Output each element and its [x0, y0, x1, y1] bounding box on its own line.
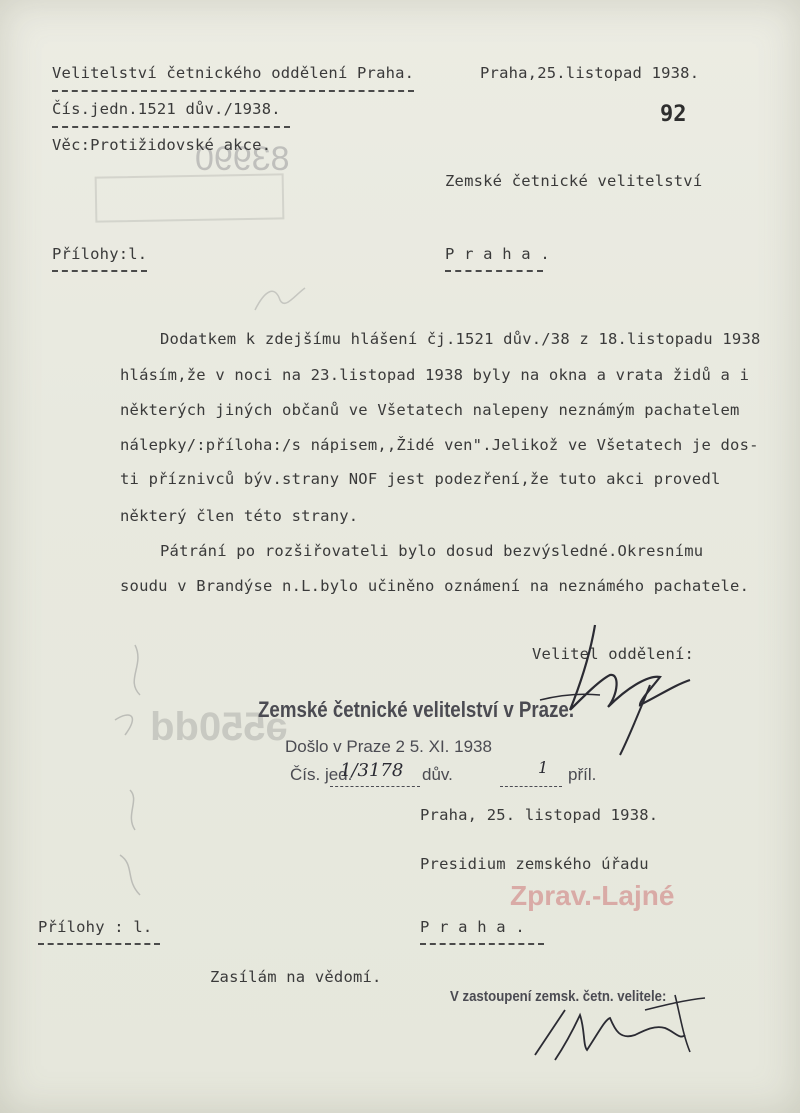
forward-city: P r a h a .	[420, 918, 525, 936]
faint-left-stamp-mark: ǝ550dd	[150, 705, 288, 749]
receipt-stamp-duv: dův.	[422, 765, 453, 784]
place-date: Praha,25.listopad 1938.	[480, 64, 700, 82]
signature-title: Velitel oddělení:	[532, 645, 695, 663]
forward-note: Zasílám na vědomí.	[210, 968, 382, 986]
body-line-5: ti příznivců býv.strany NOF jest podezření,že tuto akci provedl	[120, 470, 721, 488]
forward-recipient: Presidium zemského úřadu	[420, 855, 649, 873]
deputy-signature	[525, 990, 715, 1070]
deputy-stamp: V zastoupení zemsk. četn. velitele:	[450, 988, 667, 1005]
body-line-8: soudu v Brandýse n.L.bylo učiněno oznámení na neznámého pachatele.	[120, 577, 750, 595]
body-line-1: Dodatkem k zdejšímu hlášení čj.1521 dův./38 z 18.listopadu 1938	[160, 330, 761, 348]
recipient: Zemské četnické velitelství	[445, 172, 703, 190]
body-line-2: hlásím,že v noci na 23.listopad 1938 byly na okna a vrata židů a i	[120, 366, 750, 384]
forward-attachments: Přílohy : l.	[38, 918, 153, 936]
receipt-stamp-date: Došlo v Praze 2 5. XI. 1938	[285, 737, 492, 756]
reference-number: Čís.jedn.1521 dův./1938.	[52, 100, 281, 118]
attachments-underline	[52, 270, 147, 272]
commander-signature	[500, 615, 700, 765]
receipt-stamp-attach-value: 1	[538, 758, 549, 777]
recipient-city: P r a h a .	[445, 245, 550, 263]
sender-underline	[52, 90, 414, 92]
red-name-stamp: Zprav.-Lajné	[510, 880, 675, 911]
subject-line: Věc:Protižidovské akce.	[52, 136, 272, 154]
body-line-4: nálepky/:příloha:/s nápisem,,Židé ven".Jelikož ve Všetatech je dos-	[120, 436, 759, 454]
faint-mirror-number: 83990	[195, 140, 290, 178]
forward-attachments-underline	[38, 943, 160, 945]
receipt-stamp-underline	[330, 786, 420, 787]
sender-line: Velitelství četnického oddělení Praha.	[52, 64, 415, 82]
receipt-stamp-ref-label: Čís. jed.	[290, 765, 353, 784]
margin-pencil-marks	[95, 640, 175, 900]
receipt-stamp-attach-underline	[500, 786, 562, 787]
page-number: 92	[660, 102, 687, 127]
receipt-stamp-attach-label: příl.	[568, 765, 597, 784]
reference-underline	[52, 126, 290, 128]
recipient-city-underline	[445, 270, 543, 272]
body-line-3: některých jiných občanů ve Všetatech nalepeny neznámým pachatelem	[120, 401, 740, 419]
body-line-6: některý člen této strany.	[120, 507, 359, 525]
receipt-stamp-office: Zemské četnické velitelství v Praze.	[258, 697, 575, 722]
top-pencil-mark	[250, 280, 310, 320]
receipt-stamp-ref-value: 1/3178	[340, 760, 404, 781]
forward-place-date: Praha, 25. listopad 1938.	[420, 806, 659, 824]
body-line-7: Pátrání po rozšiřovateli bylo dosud bezvýsledné.Okresnímu	[160, 542, 704, 560]
attachments-label: Přílohy:l.	[52, 245, 148, 263]
forward-city-underline	[420, 943, 544, 945]
faint-rectangle-mark	[95, 173, 285, 222]
